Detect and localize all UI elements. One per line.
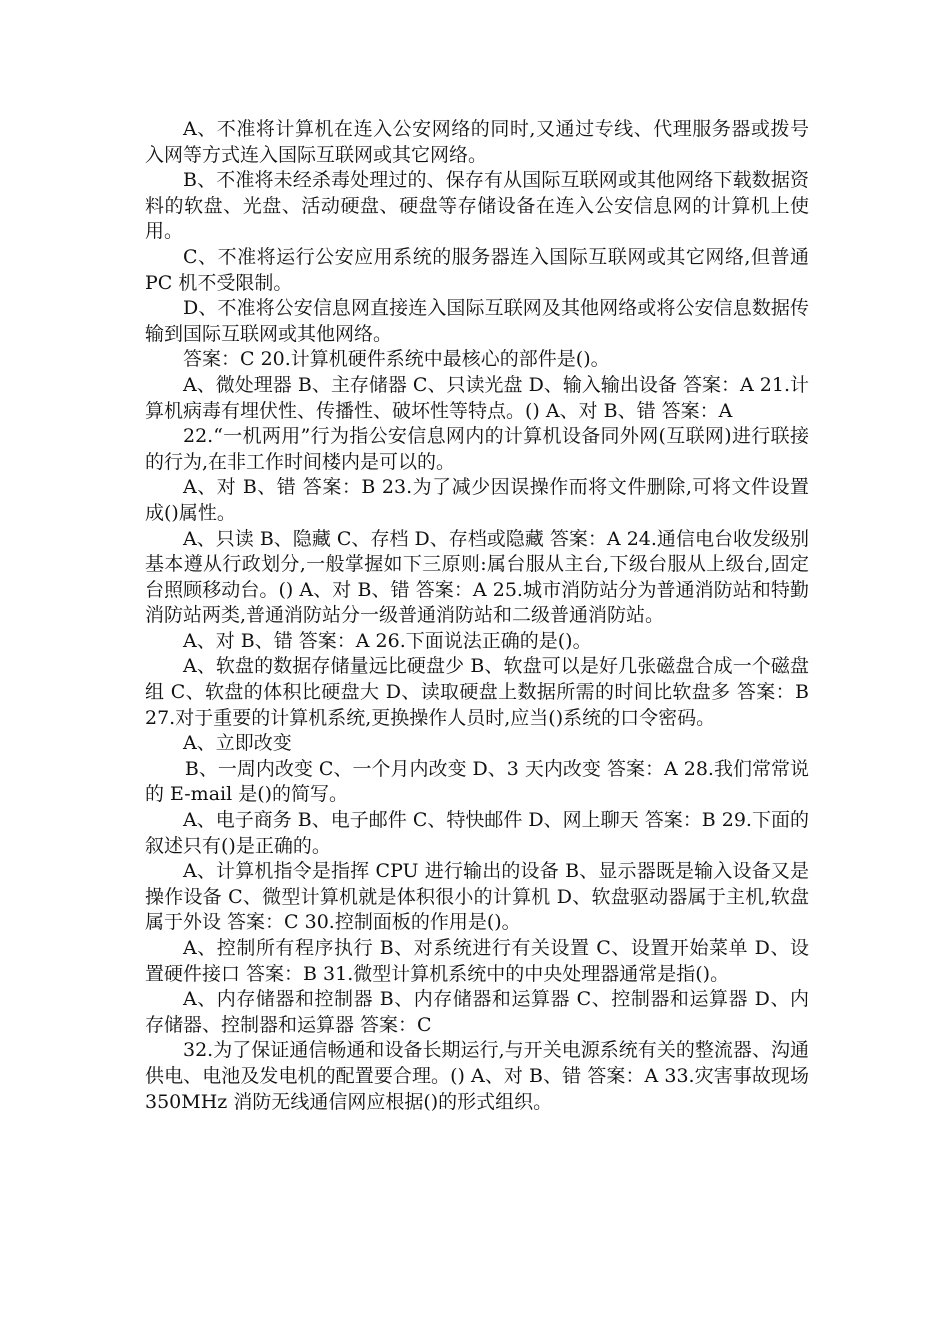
paragraph-option-d-data-transfer: D、不准将公安信息网直接连入国际互联网及其他网络或将公安信息数据传输到国际互联网或其他网络。 [145,297,809,345]
paragraph-options-q26-q27: A、软盘的数据存储量远比硬盘少 B、软盘可以是好几张磁盘合成一个磁盘组 C、软盘的体积比硬盘大 D、读取硬盘上数据所需的时间比软盘多 答案：B 27.对于重要的计算机系统,更换操作人员时,应当()系统的口令密码。 [145,655,809,729]
paragraph-options-q28-q29: A、电子商务 B、电子邮件 C、特快邮件 D、网上聊天 答案：B 29.下面的叙述只有()是正确的。 [145,809,809,857]
paragraph-options-q22-q23: A、对 B、错 答案：B 23.为了减少因误操作而将文件删除,可将文件设置成()属性。 [145,476,809,524]
paragraph-option-q27-a: A、立即改变 [183,732,292,755]
paragraph-options-q31: A、内存储器和控制器 B、内存储器和运算器 C、控制器和运算器 D、内存储器、控制器和运算器 答案：C [145,988,809,1036]
paragraph-options-q30-q31: A、控制所有程序执行 B、对系统进行有关设置 C、设置开始菜单 D、设置硬件接口 答案：B 31.微型计算机系统中的中央处理器通常是指()。 [145,937,809,985]
paragraph-option-c-servers: C、不准将运行公安应用系统的服务器连入国际互联网或其它网络,但普通 PC 机不受限制。 [145,245,809,294]
paragraph-option-b-storage-devices: B、不准将未经杀毒处理过的、保存有从国际互联网或其他网络下载数据资料的软盘、光盘、活动硬盘、硬盘等存储设备在连入公安信息网的计算机上使用。 [145,169,809,243]
paragraph-options-q25-q26: A、对 B、错 答案：A 26.下面说法正确的是()。 [183,629,592,652]
paragraph-options-q20-q21: A、微处理器 B、主存储器 C、只读光盘 D、输入输出设备 答案：A 21.计算机病毒有埋伏性、传播性、破坏性等特点。() A、对 B、错 答案：A [145,373,809,422]
paragraph-options-q29-q30: A、计算机指令是指挥 CPU 进行输出的设备 B、显示器既是输入设备又是操作设备 C、微型计算机就是体积很小的计算机 D、软盘驱动器属于主机,软盘属于外设 答案：C 30.控制面板的作用是()。 [145,860,809,934]
paragraph-options-q27-q28: B、一周内改变 C、一个月内改变 D、3 天内改变 答案：A 28.我们常常说的 E-mail 是()的简写。 [145,757,809,806]
paragraph-question-q22: 22.“一机两用”行为指公安信息网内的计算机设备同外网(互联网)进行联接的行为,在非工作时间楼内是可以的。 [145,425,809,473]
paragraph-answer-q20: 答案：C 20.计算机硬件系统中最核心的部件是()。 [183,348,610,371]
paragraph-option-a-public-security-network: A、不准将计算机在连入公安网络的同时,又通过专线、代理服务器或拨号入网等方式连入国际互联网或其它网络。 [145,118,809,166]
document-body [145,117,809,1115]
paragraph-options-q23-q25: A、只读 B、隐藏 C、存档 D、存档或隐藏 答案：A 24.通信电台收发级别基本遵从行政划分,一般掌握如下三原则:属台服从主台,下级台服从上级台,固定台照顾移动台。() A、对 B、错 答案：A 25.城市消防站分为普通消防站和特勤消防站两类,普通消防站分一级普通消防站和二级普通消防站。 [145,527,809,627]
paragraph-question-q32-q33: 32.为了保证通信畅通和设备长期运行,与开关电源系统有关的整流器、沟通供电、电池及发电机的配置要合理。() A、对 B、错 答案：A 33.灾害事故现场 350MHz 消防无线通信网应根据()的形式组织。 [145,1039,809,1113]
